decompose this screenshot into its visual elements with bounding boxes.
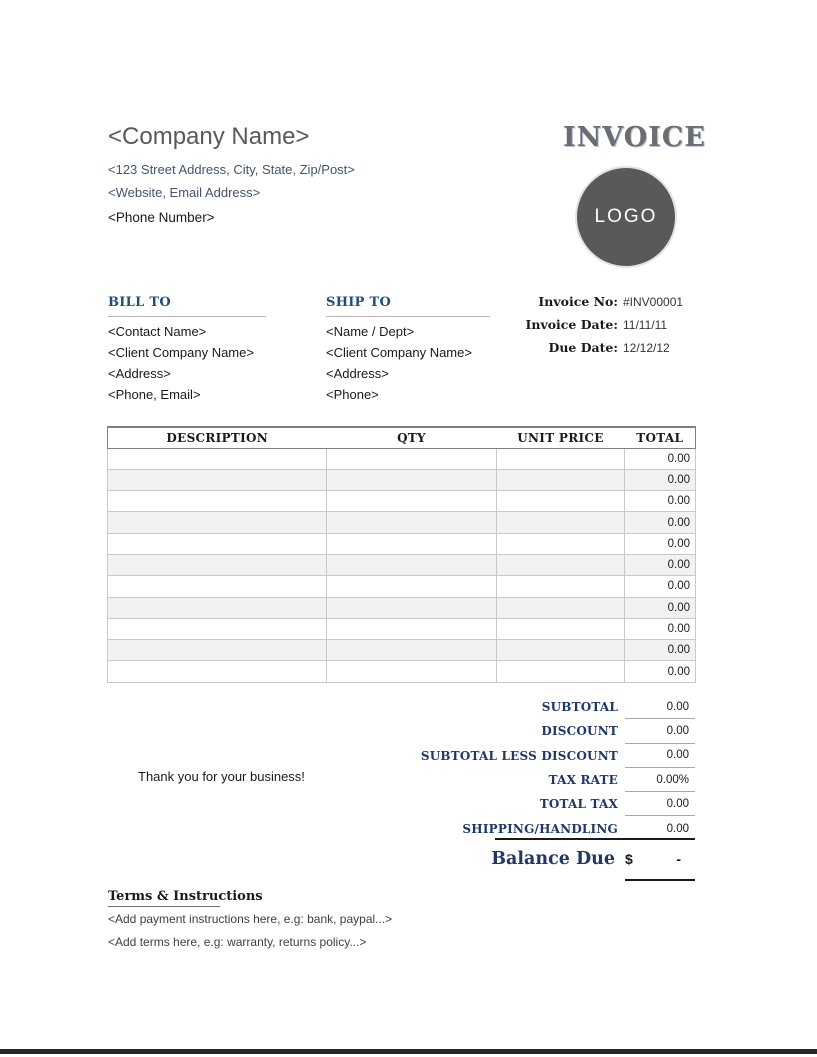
- description-cell[interactable]: [108, 554, 327, 575]
- bill-to-line: <Phone, Email>: [108, 387, 201, 402]
- ship-to-line: <Client Company Name>: [326, 345, 472, 360]
- description-cell[interactable]: [108, 576, 327, 597]
- bill-to-line: <Contact Name>: [108, 324, 207, 339]
- totals-value-cell[interactable]: 0.00: [625, 744, 695, 768]
- column-header-unit-price: UNIT PRICE: [497, 427, 625, 448]
- totals-value-cell[interactable]: 0.00: [625, 695, 695, 719]
- terms-rule: [108, 906, 220, 907]
- item-row: [108, 597, 696, 618]
- bill-to-section: [108, 295, 278, 401]
- invoice-meta-value: 11/11/11: [623, 318, 668, 332]
- logo-text: LOGO: [594, 206, 658, 227]
- totals-row: [107, 719, 695, 743]
- unit-price-cell[interactable]: [497, 618, 625, 639]
- balance-due-label: Balance Due: [491, 849, 615, 869]
- column-header-qty: QTY: [327, 427, 497, 448]
- totals-label: TOTAL TAX: [539, 797, 618, 812]
- ship-to-heading: SHIP TO: [326, 295, 392, 310]
- invoice-meta-label: Invoice Date:: [525, 317, 618, 332]
- invoice-meta: [420, 294, 695, 363]
- item-row: [108, 576, 696, 597]
- invoice-meta-row: [420, 317, 695, 340]
- item-row: [108, 533, 696, 554]
- column-header-description: DESCRIPTION: [108, 427, 327, 448]
- totals-label: SHIPPING/HANDLING: [462, 821, 618, 836]
- invoice-meta-value: #INV00001: [623, 295, 684, 309]
- description-cell[interactable]: [108, 448, 327, 469]
- ship-to-line: <Phone>: [326, 387, 379, 402]
- totals-label: SUBTOTAL: [541, 700, 618, 715]
- totals-label: TAX RATE: [548, 773, 618, 788]
- total-cell[interactable]: 0.00: [625, 533, 696, 554]
- bill-to-line: <Address>: [108, 366, 171, 381]
- bill-to-line: <Client Company Name>: [108, 345, 254, 360]
- qty-cell[interactable]: [327, 618, 497, 639]
- footer-bar: [0, 1049, 817, 1054]
- balance-due-amount: -: [676, 851, 681, 867]
- total-cell[interactable]: 0.00: [625, 491, 696, 512]
- total-cell[interactable]: 0.00: [625, 618, 696, 639]
- balance-due-top-rule: [495, 838, 695, 840]
- qty-cell[interactable]: [327, 597, 497, 618]
- unit-price-cell[interactable]: [497, 576, 625, 597]
- description-cell[interactable]: [108, 491, 327, 512]
- invoice-meta-value: 12/12/12: [623, 341, 670, 355]
- invoice-meta-row: [420, 294, 695, 317]
- ship-to-line: <Name / Dept>: [326, 324, 415, 339]
- item-row: [108, 661, 696, 682]
- invoice-title: INVOICE: [563, 122, 707, 153]
- company-name: <Company Name>: [108, 123, 310, 150]
- qty-cell[interactable]: [327, 533, 497, 554]
- total-cell[interactable]: 0.00: [625, 469, 696, 490]
- unit-price-cell[interactable]: [497, 640, 625, 661]
- invoice-meta-label: Invoice No:: [538, 294, 618, 309]
- bill-to-heading: BILL TO: [108, 295, 171, 310]
- terms-policy: <Add terms here, e.g: warranty, returns policy...>: [108, 935, 367, 949]
- item-row: [108, 512, 696, 533]
- description-cell[interactable]: [108, 640, 327, 661]
- bill-to-lines: [108, 325, 278, 401]
- items-table-header-row: [108, 427, 696, 448]
- qty-cell[interactable]: [327, 576, 497, 597]
- qty-cell[interactable]: [327, 491, 497, 512]
- unit-price-cell[interactable]: [497, 597, 625, 618]
- unit-price-cell[interactable]: [497, 661, 625, 682]
- item-row: [108, 554, 696, 575]
- total-cell[interactable]: 0.00: [625, 554, 696, 575]
- qty-cell[interactable]: [327, 448, 497, 469]
- qty-cell[interactable]: [327, 661, 497, 682]
- items-table: [107, 426, 696, 683]
- total-cell[interactable]: 0.00: [625, 661, 696, 682]
- totals-row: [107, 744, 695, 768]
- invoice-meta-label: Due Date:: [548, 340, 618, 355]
- invoice-meta-row: [420, 340, 695, 363]
- totals-value-cell[interactable]: 0.00: [666, 822, 689, 835]
- totals-value-cell[interactable]: 0.00: [625, 719, 695, 743]
- description-cell[interactable]: [108, 469, 327, 490]
- item-row: [108, 469, 696, 490]
- terms-heading: Terms & Instructions: [108, 889, 263, 904]
- item-row: [108, 448, 696, 469]
- item-row: [108, 491, 696, 512]
- total-cell[interactable]: 0.00: [625, 640, 696, 661]
- unit-price-cell[interactable]: [497, 512, 625, 533]
- item-row: [108, 618, 696, 639]
- unit-price-cell[interactable]: [497, 469, 625, 490]
- company-phone: <Phone Number>: [108, 210, 215, 225]
- thank-you-message: Thank you for your business!: [138, 769, 305, 784]
- totals-label: SUBTOTAL LESS DISCOUNT: [420, 748, 618, 763]
- qty-cell[interactable]: [327, 554, 497, 575]
- unit-price-cell[interactable]: [497, 554, 625, 575]
- description-cell[interactable]: [108, 661, 327, 682]
- unit-price-cell[interactable]: [497, 533, 625, 554]
- totals-value-cell[interactable]: 0.00: [625, 792, 695, 816]
- description-cell[interactable]: [108, 533, 327, 554]
- company-address: <123 Street Address, City, State, Zip/Post>: [108, 162, 355, 177]
- totals-label: DISCOUNT: [541, 724, 618, 739]
- qty-cell[interactable]: [327, 469, 497, 490]
- totals-row: [107, 695, 695, 719]
- terms-payment-instructions: <Add payment instructions here, e.g: bank, paypal...>: [108, 912, 393, 926]
- qty-cell[interactable]: [327, 640, 497, 661]
- balance-due-currency: $: [625, 851, 633, 867]
- column-header-total: TOTAL: [625, 427, 696, 448]
- totals-section: [107, 695, 695, 841]
- description-cell[interactable]: [108, 512, 327, 533]
- total-cell[interactable]: 0.00: [625, 448, 696, 469]
- total-cell[interactable]: 0.00: [625, 512, 696, 533]
- qty-cell[interactable]: [327, 512, 497, 533]
- total-cell[interactable]: 0.00: [625, 576, 696, 597]
- bill-to-rule: [108, 316, 266, 317]
- unit-price-cell[interactable]: [497, 491, 625, 512]
- totals-row: [107, 792, 695, 816]
- balance-due-value-cell[interactable]: [625, 851, 695, 867]
- description-cell[interactable]: [108, 618, 327, 639]
- item-row: [108, 640, 696, 661]
- unit-price-cell[interactable]: [497, 448, 625, 469]
- logo-placeholder: [575, 166, 677, 268]
- balance-due-bottom-rule: [625, 879, 695, 881]
- description-cell[interactable]: [108, 597, 327, 618]
- total-cell[interactable]: 0.00: [625, 597, 696, 618]
- totals-value-cell[interactable]: 0.00%: [625, 768, 695, 792]
- balance-due-row: [107, 844, 695, 874]
- company-website: <Website, Email Address>: [108, 185, 261, 200]
- ship-to-line: <Address>: [326, 366, 389, 381]
